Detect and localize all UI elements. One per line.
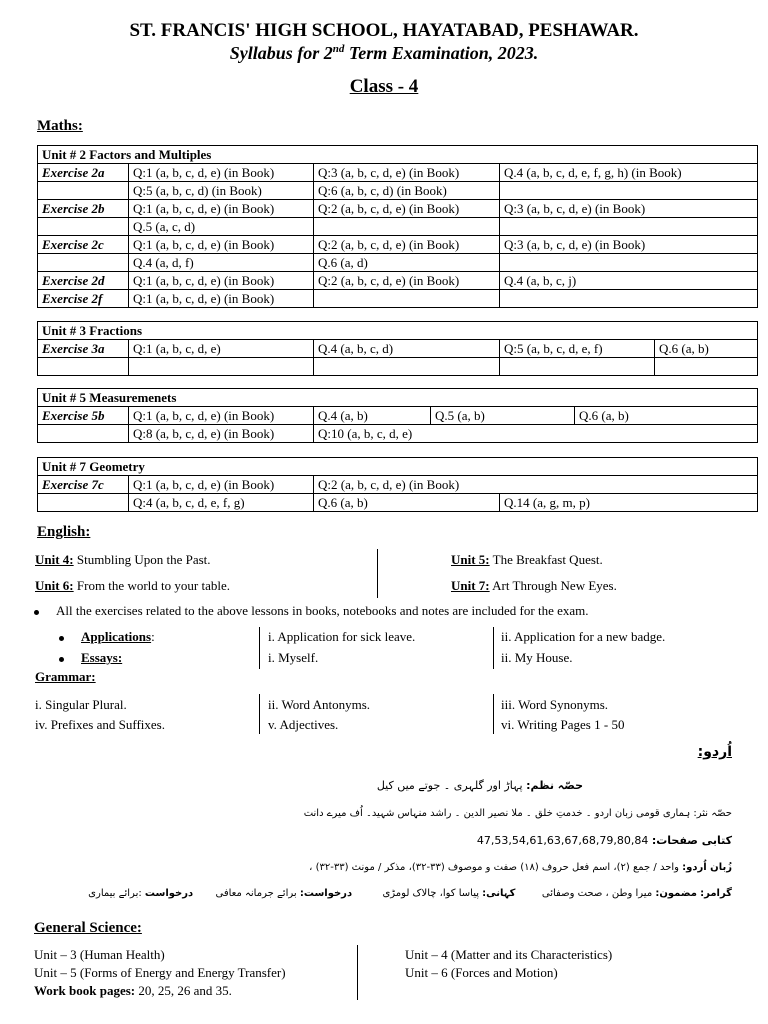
table-row: Q:5 (a, b, c, d) (in Book) Q:6 (a, b, c, d) (in Book) [38,182,758,200]
table-row: Exercise 2c Q:1 (a, b, c, d, e) (in Book) Q:2 (a, b, c, d, e) (in Book) Q:3 (a, b, c, d, e) (in Book) [38,236,758,254]
divider [493,694,494,734]
grammar-heading: Grammar: [35,669,96,684]
science-unit: Unit – 4 (Matter and its Characteristics) [405,947,613,962]
syllabus-title: Syllabus for 2nd Term Examination, 2023. [229,43,539,63]
divider [377,549,378,598]
unit2-title: Unit # 2 Factors and Multiples [38,146,758,164]
workbook-pages: Work book pages: 20, 25, 26 and 35. [34,983,232,998]
table-row: Q.4 (a, d, f) Q.6 (a, d) [38,254,758,272]
maths-heading: Maths: [37,118,83,134]
urdu-heading: اُردو: [697,744,732,760]
english-unit-7: Unit 7: Art Through New Eyes. [451,578,617,593]
bullet-icon [34,610,39,615]
table-row: Q:8 (a, b, c, d, e) (in Book) Q:10 (a, b, c, d, e) [38,425,758,443]
application-item: i. Application for sick leave. [268,629,416,644]
urdu-zaban: زُبان اُردو: واحد / جمع (۲)، اسم فعل حروف (۱۸) صفت و موصوف (۳۳-۳۲)، مذکر / مونث (۳۳-۳۲) ، [309,862,732,873]
science-unit: Unit – 5 (Forms of Energy and Energy Transfer) [34,965,286,980]
essay-item: i. Myself. [268,650,319,665]
grammar-item: iii. Word Synonyms. [501,697,609,712]
divider [259,694,260,734]
english-unit-4: Unit 4: Stumbling Upon the Past. [35,552,211,567]
applications-label: Applications: [59,629,155,645]
english-unit-5: Unit 5: The Breakfast Quest. [451,552,603,567]
table-row: Exercise 2b Q:1 (a, b, c, d, e) (in Book) Q:2 (a, b, c, d, e) (in Book) Q:3 (a, b, c, d, e) (in Book) [38,200,758,218]
divider [493,627,494,669]
unit5-title: Unit # 5 Measuremenets [38,389,758,407]
urdu-pages: کتابی صفحات: 47,53,54,61,63,67,68,79,80,84 [476,834,732,847]
english-note: All the exercises related to the above lessons in books, notebooks and notes are included for the exam. [34,603,589,619]
bullet-icon [59,657,64,662]
grammar-item: i. Singular Plural. [35,697,127,712]
grammar-item: ii. Word Antonyms. [268,697,371,712]
school-name: ST. FRANCIS' HIGH SCHOOL, HAYATABAD, PESHAWAR. [129,20,639,41]
divider [357,945,358,1000]
unit2-table [37,145,758,308]
english-heading: English: [37,524,91,540]
table-row: Exercise 2d Q:1 (a, b, c, d, e) (in Book) Q:2 (a, b, c, d, e) (in Book) Q.4 (a, b, c, j) [38,272,758,290]
essays-label: Essays: [59,650,122,666]
science-unit: Unit – 6 (Forces and Motion) [405,965,558,980]
unit3-title: Unit # 3 Fractions [38,322,758,340]
class-title: Class - 4 [349,76,419,97]
unit7-table [37,457,758,512]
essay-item: ii. My House. [501,650,573,665]
table-row: Exercise 2a Q:1 (a, b, c, d, e) (in Book) Q:3 (a, b, c, d, e) (in Book) Q.4 (a, b, c, d, e, f, g, h) (in Book) [38,164,758,182]
unit5-table [37,388,758,443]
divider [259,627,260,669]
urdu-grammar-row: گرامر: مضمون: میرا وطن ، صحت وصفائی کہانی: پیاسا کوا، چالاک لومڑی درخواست: برائے جرمانہ معافی درخواست :برائے بیماری [88,888,732,899]
english-unit-6: Unit 6: From the world to your table. [35,578,230,593]
table-row: Exercise 7c Q:1 (a, b, c, d, e) (in Book) Q:2 (a, b, c, d, e) (in Book) [38,476,758,494]
grammar-item: vi. Writing Pages 1 - 50 [501,717,625,732]
application-item: ii. Application for a new badge. [501,629,666,644]
grammar-item: iv. Prefixes and Suffixes. [35,717,165,732]
table-row: Q.5 (a, c, d) [38,218,758,236]
grammar-item: v. Adjectives. [268,717,339,732]
unit3-table [37,321,758,376]
table-row: Q:4 (a, b, c, d, e, f, g) Q.6 (a, b) Q.14 (a, g, m, p) [38,494,758,512]
bullet-icon [59,636,64,641]
urdu-nasr: حصّہ نثر: ہماری قومی زبان اردو ۔ خدمتِ خلق ۔ ملا نصیر الدین ۔ راشد منہاس شہید۔ اُف میرے دانت [303,808,732,819]
table-row: Exercise 3a Q:1 (a, b, c, d, e) Q.4 (a, b, c, d) Q:5 (a, b, c, d, e, f) Q.6 (a, b) [38,340,758,358]
table-row: Exercise 2f Q:1 (a, b, c, d, e) (in Book) [38,290,758,308]
table-row: Exercise 5b Q:1 (a, b, c, d, e) (in Book) Q.4 (a, b) Q.5 (a, b) Q.6 (a, b) [38,407,758,425]
table-row [38,358,758,376]
unit7-title: Unit # 7 Geometry [38,458,758,476]
science-unit: Unit – 3 (Human Health) [34,947,165,962]
urdu-nazm: حصّہ نظم: پہاڑ اور گلہری ۔ جوتے میں کیل [376,779,583,792]
science-heading: General Science: [34,920,142,936]
